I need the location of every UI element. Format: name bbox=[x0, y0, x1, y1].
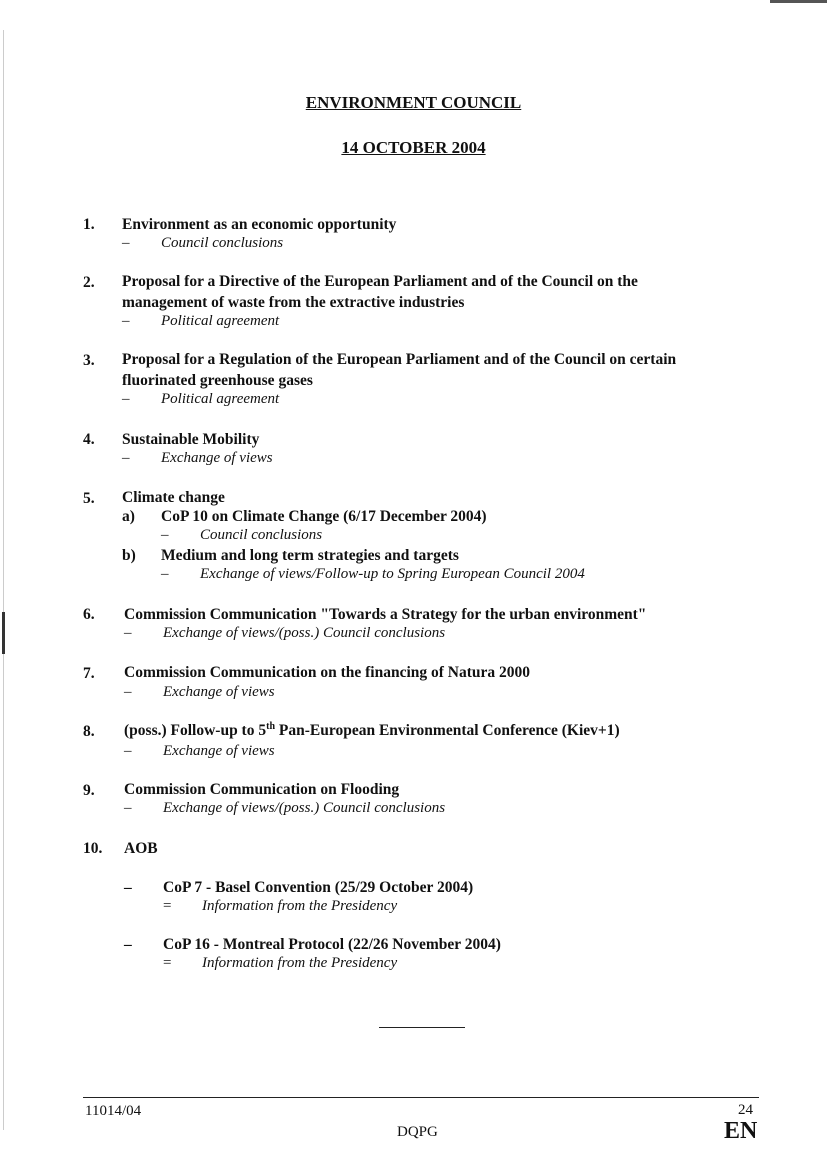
item-title: Environment as an economic opportunity bbox=[122, 216, 397, 233]
item-number: 7. bbox=[83, 665, 95, 682]
item-number: 2. bbox=[83, 274, 95, 291]
item-number: 1. bbox=[83, 216, 95, 233]
subitem-dash: – bbox=[124, 879, 132, 896]
item-number: 6. bbox=[83, 606, 95, 623]
footer-dept: DQPG bbox=[397, 1124, 438, 1140]
item-note: Political agreement bbox=[161, 313, 280, 329]
item-note: Council conclusions bbox=[161, 235, 284, 251]
subitem-title: CoP 10 on Climate Change (6/17 December 2004) bbox=[161, 508, 487, 525]
subitem-title: Medium and long term strategies and targets bbox=[161, 547, 459, 564]
page-title: ENVIRONMENT COUNCIL bbox=[305, 93, 522, 112]
item-note: Exchange of views bbox=[163, 684, 275, 700]
subitem-eq: = bbox=[163, 955, 172, 971]
item-number: 8. bbox=[83, 723, 95, 740]
subitem-dash: – bbox=[124, 936, 132, 953]
footer-doc-ref: 11014/04 bbox=[85, 1103, 142, 1119]
item-note: Exchange of views bbox=[161, 450, 273, 466]
subitem-eq: = bbox=[163, 898, 172, 914]
subitem-letter: a) bbox=[122, 508, 135, 525]
item-title: Commission Communication on Flooding bbox=[124, 781, 400, 798]
item-dash: – bbox=[122, 235, 130, 251]
item-title: (poss.) Follow-up to 5th Pan-European Environmental Conference (Kiev+1) bbox=[124, 720, 620, 739]
item-dash: – bbox=[124, 800, 132, 816]
item-title-line-1: Proposal for a Regulation of the European Parliament and of the Council on certain bbox=[122, 351, 677, 368]
item-note: Political agreement bbox=[161, 391, 280, 407]
item-dash: – bbox=[124, 684, 132, 700]
subitem-letter: b) bbox=[122, 547, 136, 564]
item-note: Exchange of views bbox=[163, 743, 275, 759]
scan-edge-left bbox=[3, 30, 4, 1130]
item-title: Commission Communication on the financing of Natura 2000 bbox=[124, 664, 531, 681]
item-title: Climate change bbox=[122, 489, 225, 506]
footer-language: EN bbox=[724, 1118, 758, 1144]
subitem-dash: – bbox=[161, 566, 169, 582]
subitem-note: Information from the Presidency bbox=[202, 955, 398, 971]
subitem-title: CoP 16 - Montreal Protocol (22/26 November 2004) bbox=[163, 936, 501, 953]
item-note: Exchange of views/(poss.) Council conclusions bbox=[163, 625, 446, 641]
item-number: 9. bbox=[83, 782, 95, 799]
item-dash: – bbox=[122, 450, 130, 466]
item-dash: – bbox=[122, 313, 130, 329]
subitem-dash: – bbox=[161, 527, 169, 543]
subitem-note: Information from the Presidency bbox=[202, 898, 398, 914]
footer-rule bbox=[83, 1097, 759, 1098]
meeting-date: 14 OCTOBER 2004 bbox=[341, 138, 486, 157]
footer-page-number: 24 bbox=[738, 1102, 753, 1118]
item-title: Commission Communication "Towards a Strategy for the urban environment" bbox=[124, 606, 647, 623]
subitem-note: Council conclusions bbox=[200, 527, 323, 543]
item-number: 5. bbox=[83, 490, 95, 507]
item-note: Exchange of views/(poss.) Council conclusions bbox=[163, 800, 446, 816]
item-dash: – bbox=[122, 391, 130, 407]
subitem-title: CoP 7 - Basel Convention (25/29 October 2004) bbox=[163, 879, 474, 896]
item-title: AOB bbox=[124, 840, 158, 857]
item-number: 10. bbox=[83, 840, 103, 857]
item-dash: – bbox=[124, 625, 132, 641]
scan-mark-top-right bbox=[770, 0, 827, 3]
item-dash: – bbox=[124, 743, 132, 759]
item-title-line-2: management of waste from the extractive industries bbox=[122, 294, 465, 311]
item-title: Sustainable Mobility bbox=[122, 431, 260, 448]
item-title-line-1: Proposal for a Directive of the European Parliament and of the Council on the bbox=[122, 273, 638, 290]
item-number: 4. bbox=[83, 431, 95, 448]
item-title-line-2: fluorinated greenhouse gases bbox=[122, 372, 313, 389]
closing-separator bbox=[379, 1027, 465, 1028]
scan-mark-left bbox=[2, 612, 5, 654]
subitem-note: Exchange of views/Follow-up to Spring European Council 2004 bbox=[200, 566, 585, 582]
item-number: 3. bbox=[83, 352, 95, 369]
